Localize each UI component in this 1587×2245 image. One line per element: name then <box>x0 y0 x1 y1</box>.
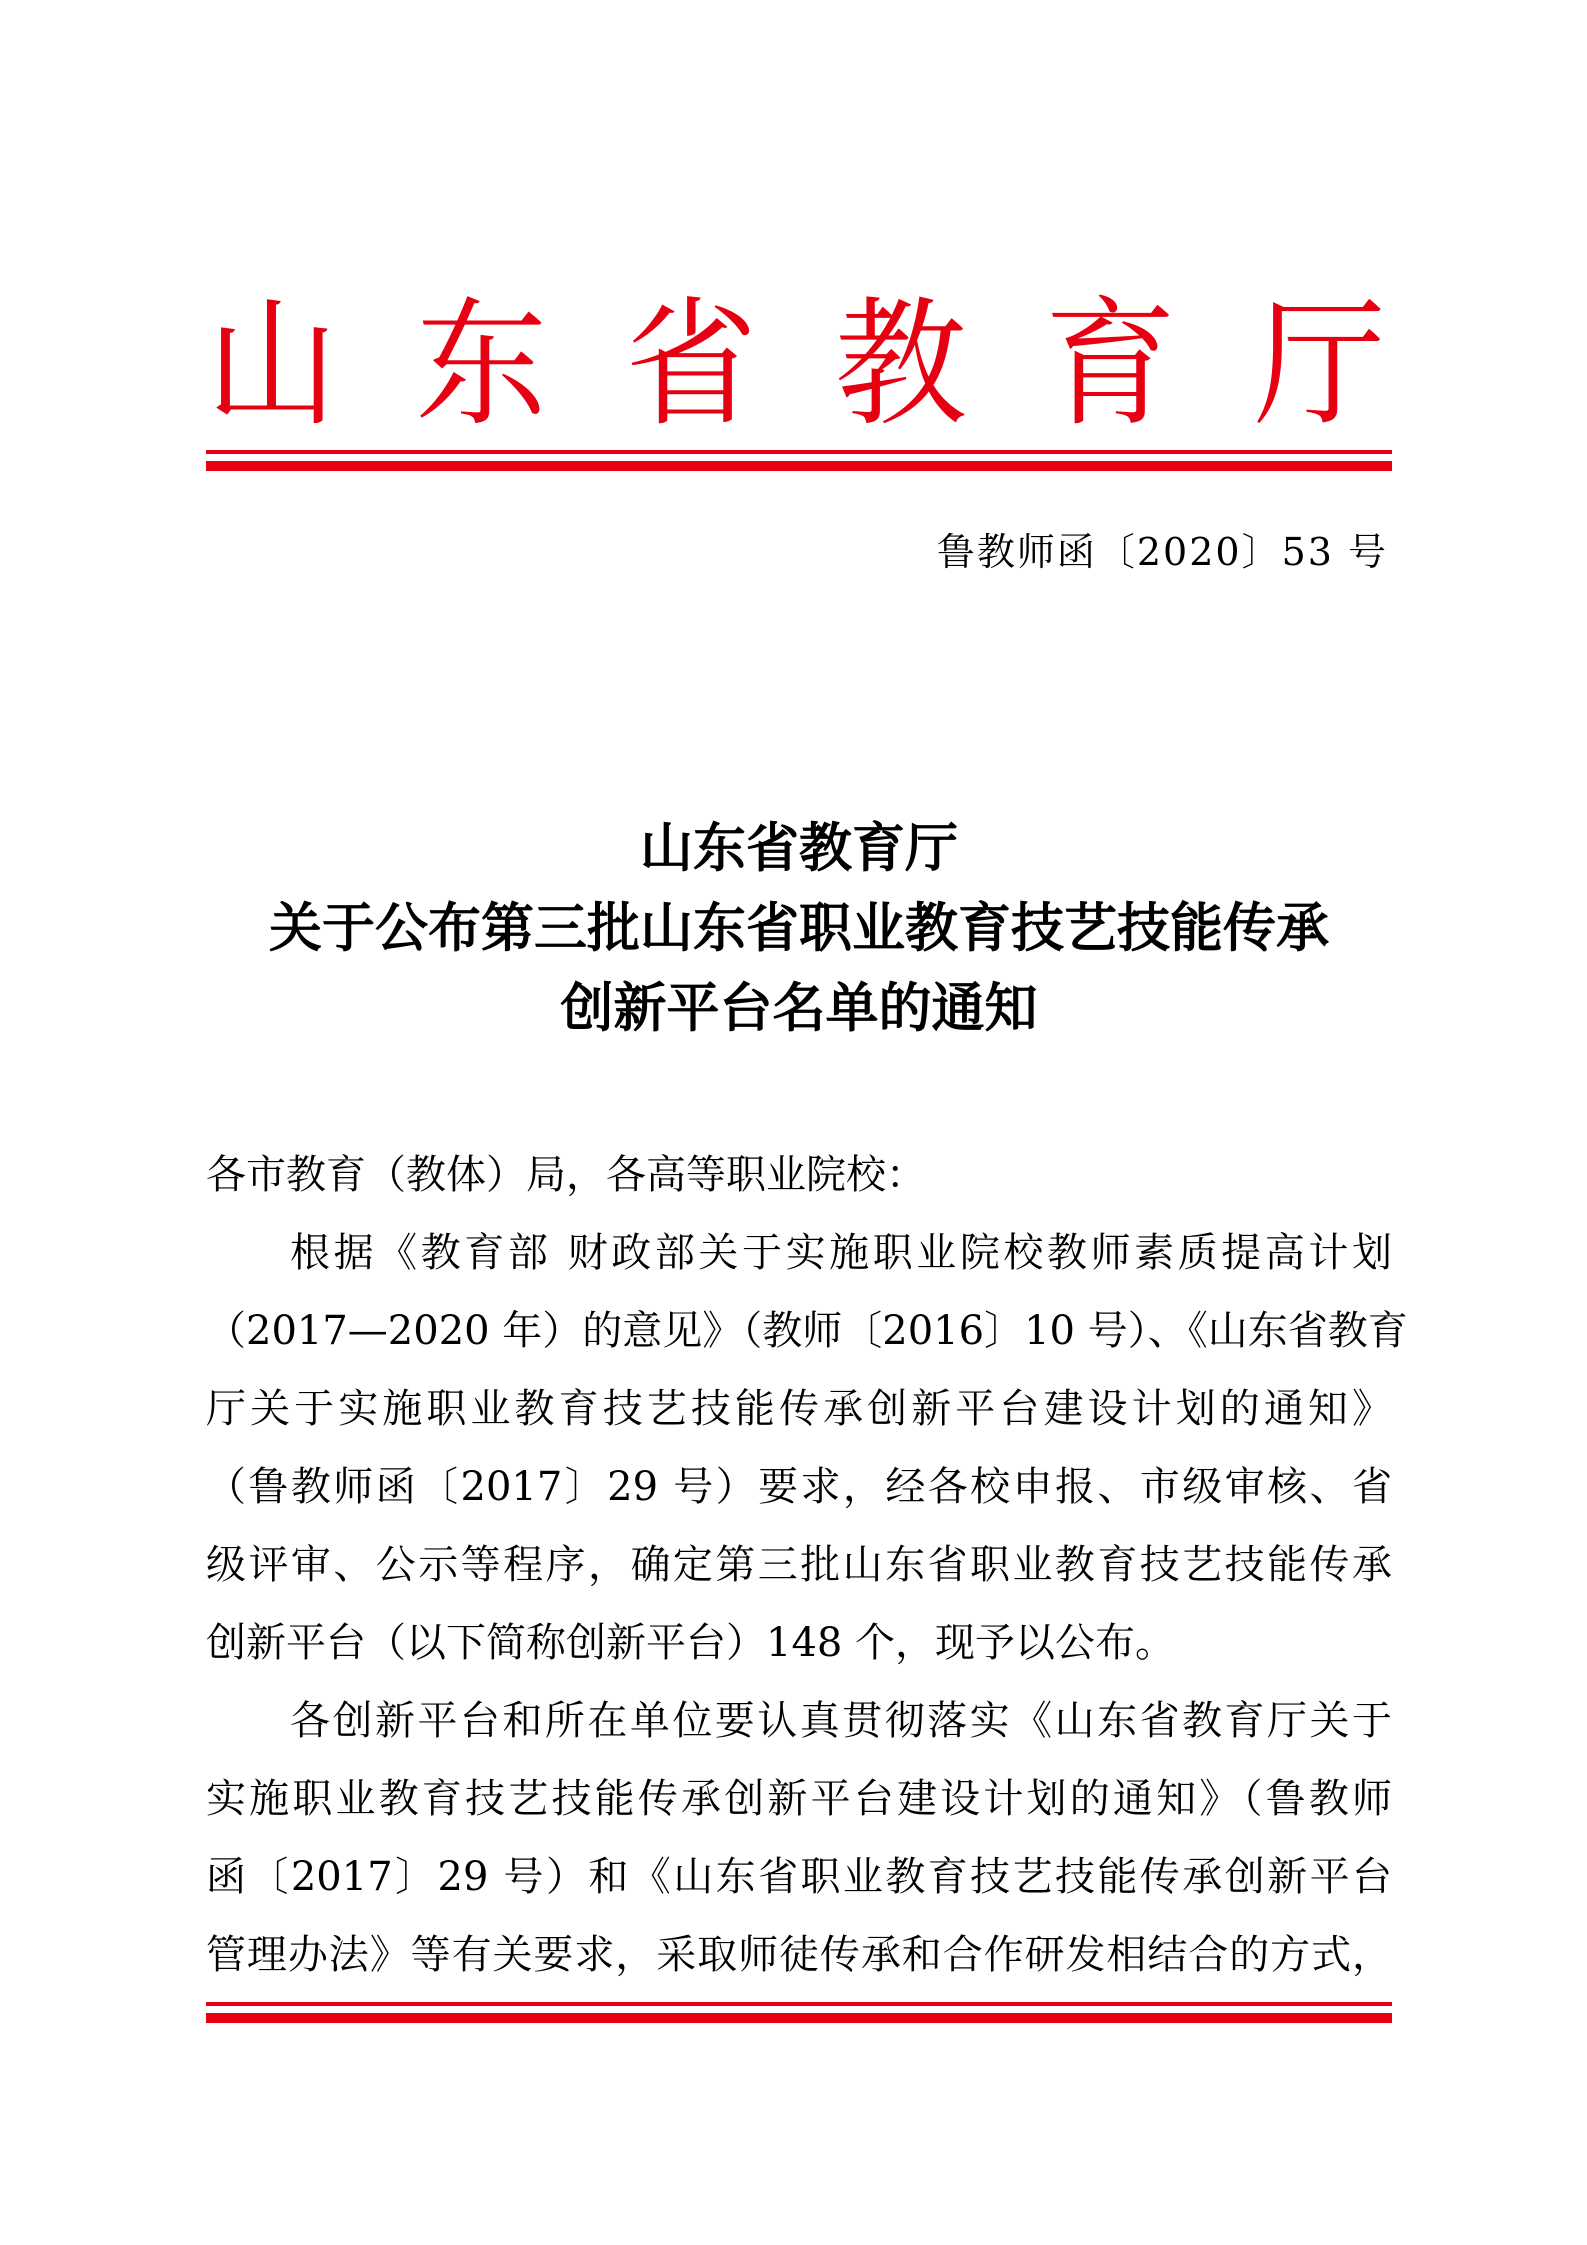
paragraph-line: 根据《教育部 财政部关于实施职业院校教师素质提高计划 <box>290 1230 1392 1276</box>
masthead-char: 省 <box>625 284 758 446</box>
masthead-char: 教 <box>834 284 967 446</box>
paragraph-line: 各创新平台和所在单位要认真贯彻落实《山东省教育厅关于 <box>290 1698 1392 1744</box>
red-rule-thick <box>206 2013 1392 2023</box>
paragraph-line: 创新平台（以下简称创新平台）148 个，现予以公布。 <box>206 1620 1176 1666</box>
masthead-char: 育 <box>1044 284 1177 446</box>
paragraph-line: （2017—2020 年）的意见》（教师〔2016〕10 号）、《山东省教育 <box>206 1308 1408 1354</box>
masthead-red-rule <box>206 450 1392 471</box>
document-title <box>206 808 1392 1048</box>
paragraph-line: 实施职业教育技艺技能传承创新平台建设计划的通知》（鲁教师 <box>206 1776 1392 1822</box>
masthead-char: 东 <box>415 284 548 446</box>
footer-red-rule <box>206 2002 1392 2023</box>
paragraph-line: 函〔2017〕29 号）和《山东省职业教育技艺技能传承创新平台 <box>206 1854 1392 1900</box>
paragraph-line: 管理办法》等有关要求，采取师徒传承和合作研发相结合的方式， <box>206 1932 1392 1978</box>
salutation: 各市教育（教体）局，各高等职业院校： <box>206 1152 926 1198</box>
masthead-title <box>206 286 1386 444</box>
paragraph-line: （鲁教师函〔2017〕29 号）要求，经各校申报、市级审核、省 <box>206 1464 1392 1510</box>
title-line: 山东省教育厅 <box>640 817 958 879</box>
title-line: 关于公布第三批山东省职业教育技艺技能传承 <box>269 897 1329 959</box>
masthead-char: 厅 <box>1253 284 1386 446</box>
paragraph-line: 厅关于实施职业教育技艺技能传承创新平台建设计划的通知》 <box>206 1386 1392 1432</box>
masthead-char: 山 <box>206 284 338 446</box>
title-line: 创新平台名单的通知 <box>560 977 1038 1039</box>
paragraph-line: 级评审、公示等程序，确定第三批山东省职业教育技艺技能传承 <box>206 1542 1392 1588</box>
red-rule-thick <box>206 461 1392 471</box>
document-number: 鲁教师函〔2020〕53 号 <box>936 530 1388 574</box>
document-body <box>206 1136 1408 1994</box>
